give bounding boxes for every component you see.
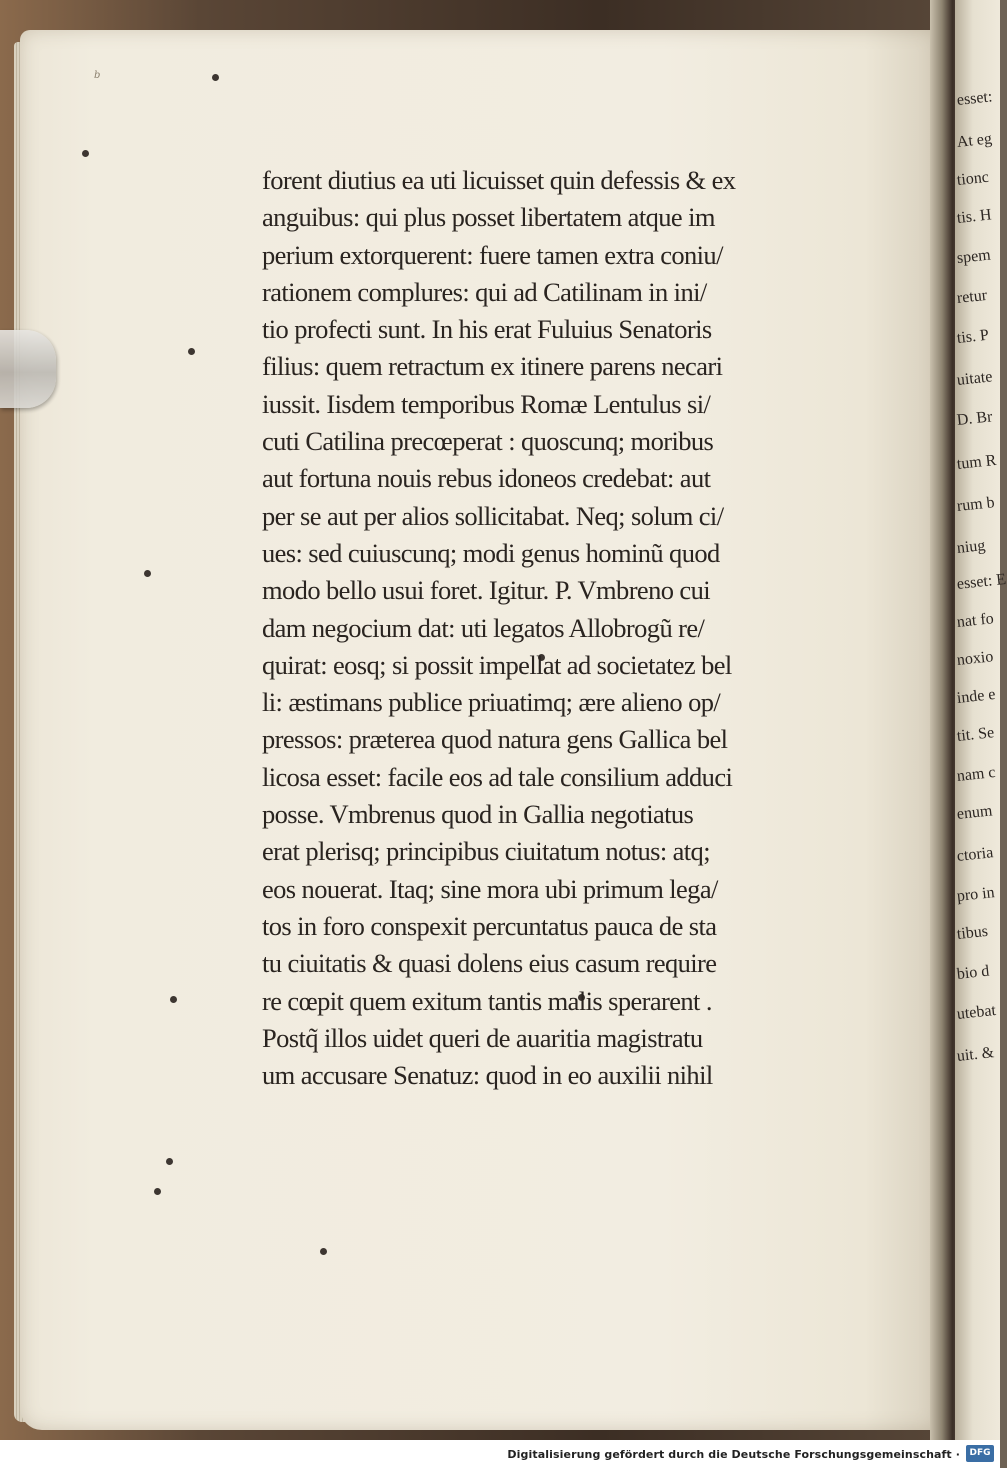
facing-line: bio d	[956, 962, 991, 983]
facing-line: tibus	[956, 922, 989, 943]
text-line: aut fortuna nouis rebus idoneos credebat: aut	[262, 463, 711, 494]
wormhole	[166, 1158, 173, 1165]
text-line: filius: quem retractum ex itinere parens necari	[262, 351, 723, 382]
facing-line: noxio	[956, 648, 995, 669]
facing-line: tum R	[956, 451, 998, 473]
facing-line: spem	[956, 246, 992, 267]
text-line: per se aut per alios sollicitabat. Neq; solum ci/	[262, 500, 724, 531]
wormhole	[144, 570, 151, 577]
text-line: eos nouerat. Itaq; sine mora ubi primum lega/	[262, 873, 718, 904]
text-line: re cœpit quem exitum tantis malis sperarent .	[262, 985, 712, 1016]
text-line: tos in foro conspexit percuntatus pauca de sta	[262, 910, 717, 941]
text-line: pressos: præterea quod natura gens Gallica bel	[262, 724, 728, 755]
facing-line: pro in	[956, 884, 996, 905]
funding-credit: Digitalisierung gefördert durch die Deutsche Forschungsgemeinschaft ·	[507, 1448, 960, 1461]
facing-line: ctoria	[956, 844, 995, 865]
facing-line: esset: E	[956, 570, 1007, 593]
text-line: iussit. Iisdem temporibus Romæ Lentulus si/	[262, 388, 711, 419]
page-clip	[0, 330, 56, 408]
text-line: licosa esset: facile eos ad tale consilium adduci	[262, 761, 733, 792]
facing-line: tis. H	[956, 206, 993, 227]
text-line: dam negocium dat: uti legatos Allobrogũ re/	[262, 612, 705, 643]
text-line: quirat: eosq; si possit impellat ad societatez bel	[262, 649, 732, 680]
footer-bar	[0, 1440, 1000, 1468]
facing-line: tit. Se	[956, 724, 995, 745]
text-line: perium extorquerent: fuere tamen extra coniu/	[262, 239, 723, 270]
facing-line: At eg	[956, 130, 993, 151]
wormhole	[320, 1248, 327, 1255]
wormhole	[212, 74, 219, 81]
text-line: anguibus: qui plus posset libertatem atque im	[262, 202, 715, 233]
text-line: Postq̃ illos uidet queri de auaritia magistratu	[262, 1022, 703, 1053]
text-line: modo bello usui foret. Igitur. P. Vmbreno cui	[262, 575, 710, 606]
facing-line: retur	[956, 286, 988, 307]
facing-line: esset:	[956, 88, 994, 109]
text-line: tu ciuitatis & quasi dolens eius casum require	[262, 948, 717, 979]
text-line: forent diutius ea uti licuisset quin defessis & ex	[262, 165, 736, 195]
text-line: li: æstimans publice priuatimq; ære alieno op/	[262, 687, 721, 718]
facing-line: uitate	[956, 368, 994, 389]
text-line: ues: sed cuiuscunq; modi genus hominũ quod	[262, 537, 720, 568]
facing-line: nam c	[956, 764, 997, 785]
facing-line: rum b	[956, 494, 996, 515]
facing-line: tionc	[956, 168, 990, 189]
wormhole	[188, 348, 195, 355]
facing-line: nat fo	[956, 610, 995, 631]
wormhole	[154, 1188, 161, 1195]
text-line: um accusare Senatuz: quod in eo auxilii nihil	[262, 1060, 713, 1091]
facing-line: inde e	[956, 686, 997, 707]
text-line: posse. Vmbrenus quod in Gallia negotiatus	[262, 799, 694, 830]
facing-line: niug	[956, 537, 987, 557]
facing-line: tis. P	[956, 326, 990, 347]
facing-line: uit. &	[956, 1044, 995, 1065]
wormhole	[170, 996, 177, 1003]
page-mark: b	[94, 70, 101, 81]
text-line: tio profecti sunt. In his erat Fuluius Senatoris	[262, 314, 712, 345]
facing-page	[955, 0, 1007, 1440]
text-line: cuti Catilina precœperat : quoscunq; moribus	[262, 426, 714, 457]
facing-line: D. Br	[956, 408, 994, 429]
text-line: rationem complures: qui ad Catilinam in ini/	[262, 276, 707, 307]
text-line: erat plerisq; principibus ciuitatum notus: atq;	[262, 836, 710, 867]
main-text-block	[262, 162, 862, 1094]
facing-line: utebat	[956, 1001, 997, 1023]
facing-line: enum	[956, 802, 994, 823]
wormhole	[82, 150, 89, 157]
dfg-logo: DFG	[966, 1445, 994, 1462]
